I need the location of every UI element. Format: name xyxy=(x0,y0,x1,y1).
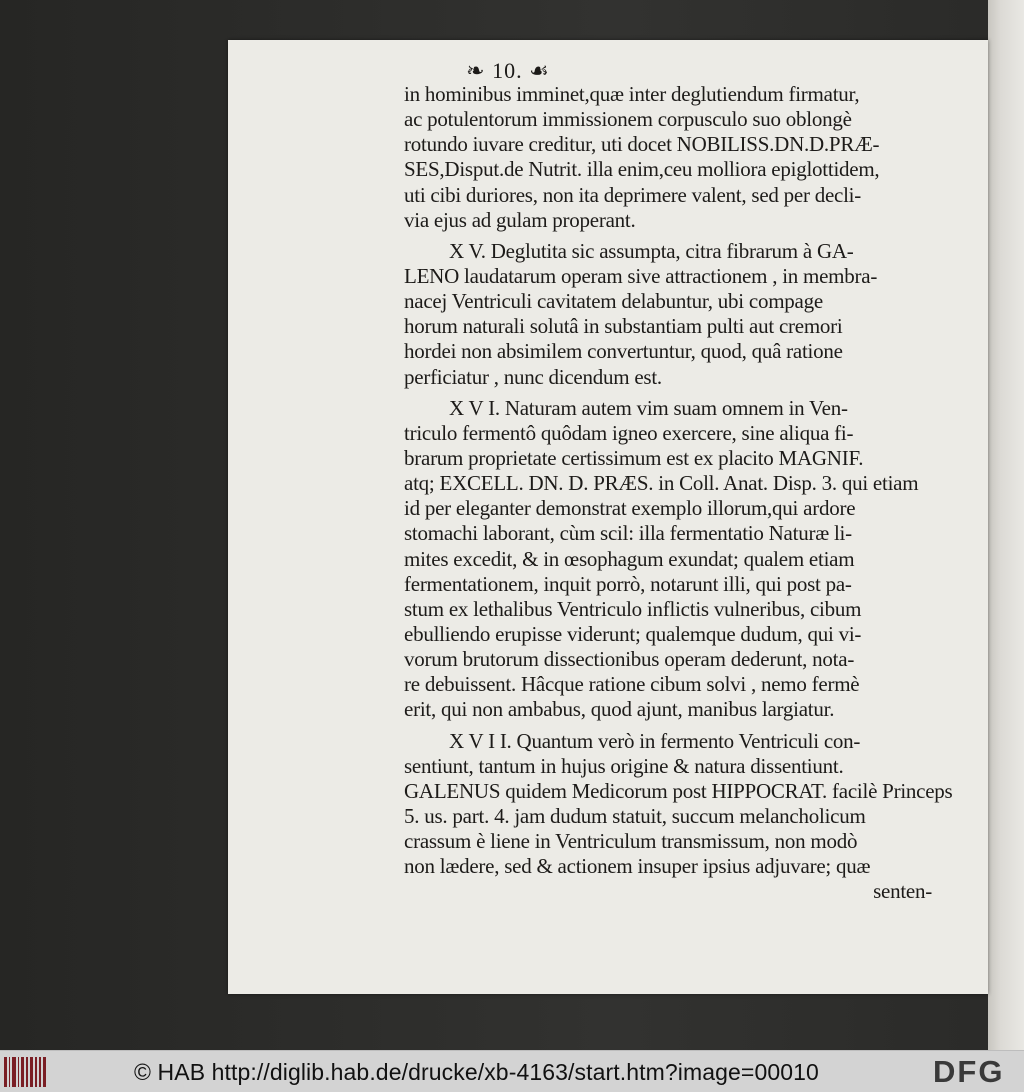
section-xvi-heading-line: X V I. Naturam autem vim suam omnem in Ven- xyxy=(449,395,848,420)
text-line: brarum proprietate certissimum est ex placito MAGNIF. xyxy=(404,445,864,470)
text-line: horum naturali solutâ in substantiam pulti aut cremori xyxy=(404,314,843,339)
text-line: vorum brutorum dissectionibus operam dederunt, nota- xyxy=(404,647,855,672)
text-line: id per eleganter demonstrat exemplo illorum,qui ardore xyxy=(404,496,856,521)
copyright-url: © HAB http://diglib.hab.de/drucke/xb-4163/start.htm?image=00010 xyxy=(134,1059,819,1085)
text-line: crassum è liene in Ventriculum transmissum, non modò xyxy=(404,829,858,854)
adjacent-page-edge xyxy=(988,0,1024,1050)
text-line: SES,Disput.de Nutrit. illa enim,ceu molliora epiglottidem, xyxy=(404,157,880,182)
book-page xyxy=(228,40,988,994)
text-line: atq; EXCELL. DN. D. PRÆS. in Coll. Anat. Disp. 3. qui etiam xyxy=(404,471,919,496)
text-line: perficiatur , nunc dicendum est. xyxy=(404,364,662,389)
text-line: triculo fermentô quôdam igneo exercere, sine aliqua fi- xyxy=(404,420,854,445)
text-line: fermentationem, inquit porrò, notarunt illi, qui post pa- xyxy=(404,571,852,596)
text-line: sentiunt, tantum in hujus origine & natura dissentiunt. xyxy=(404,753,844,778)
text-line: erit, qui non ambabus, quod ajunt, manibus largiatur. xyxy=(404,697,835,722)
text-line: GALENUS quidem Medicorum post HIPPOCRAT. facilè Princeps xyxy=(404,778,953,803)
text-line: hordei non absimilem convertuntur, quod, quâ ratione xyxy=(404,339,843,364)
text-line: ac potulentorum immissionem corpusculo suo oblongè xyxy=(404,107,852,132)
text-line: in hominibus imminet,quæ inter deglutiendum firmatur, xyxy=(404,82,860,106)
section-xv-heading-line: X V. Deglutita sic assumpta, citra fibrarum à GA- xyxy=(449,238,854,263)
text-line: via ejus ad gulam properant. xyxy=(404,207,636,232)
dfg-logo: DFG xyxy=(933,1054,1005,1089)
library-barcode-icon xyxy=(4,1057,46,1087)
text-line: ebulliendo erupisse viderunt; qualemque dudum, qui vi- xyxy=(404,621,862,646)
page-number: ❧ 10. ☙ xyxy=(466,58,550,83)
text-line: nacej Ventriculi cavitatem delabuntur, ubi compage xyxy=(404,289,823,314)
viewer-footer xyxy=(0,1050,1024,1092)
text-line: LENO laudatarum operam sive attractionem , in membra- xyxy=(404,263,878,288)
section-xvii-heading-line: X V I I. Quantum verò in fermento Ventriculi con- xyxy=(449,728,861,753)
text-line: rotundo iuvare creditur, uti docet NOBILISS.DN.D.PRÆ- xyxy=(404,132,880,157)
text-line: re debuissent. Hâcque ratione cibum solvi , nemo fermè xyxy=(404,672,860,697)
text-line: non lædere, sed & actionem insuper ipsius adjuvare; quæ xyxy=(404,854,871,879)
text-line: stomachi laborant, cùm scil: illa fermentatio Naturæ li- xyxy=(404,521,852,546)
text-line: uti cibi duriores, non ita deprimere valent, sed per decli- xyxy=(404,182,862,207)
text-line: mites excedit, & in œsophagum exundat; qualem etiam xyxy=(404,546,855,571)
page-text xyxy=(404,82,953,905)
text-line: 5. us. part. 4. jam dudum statuit, succum melancholicum xyxy=(404,803,866,828)
text-line: stum ex lethalibus Ventriculo inflictis vulneribus, cibum xyxy=(404,596,862,621)
catchword: senten- xyxy=(873,879,932,904)
